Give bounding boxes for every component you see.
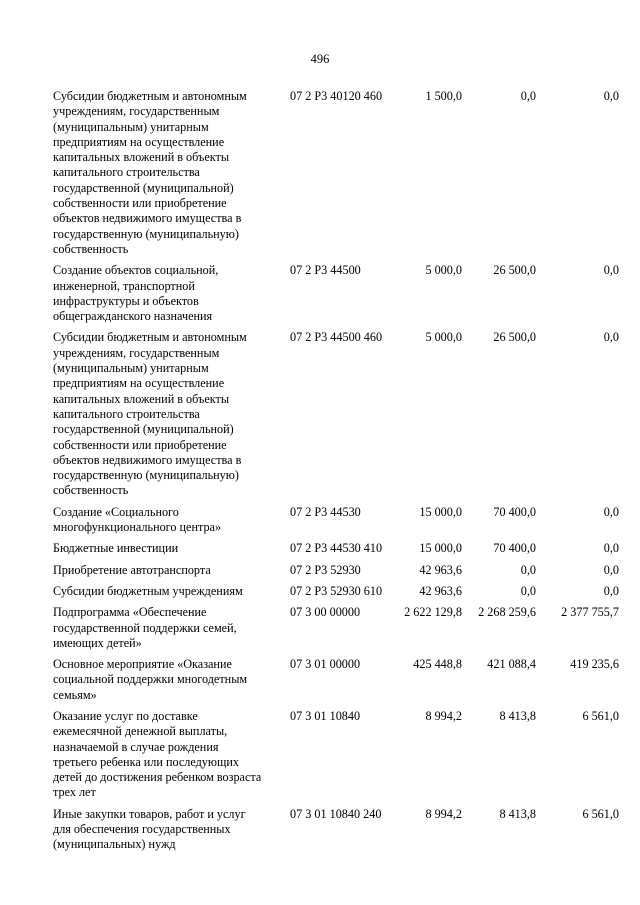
- row-code: 07 3 01 10840 240: [290, 806, 382, 821]
- page-number: 496: [310, 52, 330, 66]
- table-row: [53, 605, 623, 651]
- row-value-3: 6 561,0: [582, 708, 619, 723]
- row-value-1: 42 963,6: [419, 583, 462, 598]
- row-name: Оказание услуг по доставке ежемесячной денежной выплаты, назначаемой в случае рождения третьего ребенка или последующих детей до достижения ребенком возраста трех лет: [53, 708, 262, 800]
- row-value-3: 0,0: [603, 583, 619, 598]
- row-value-3: 2 377 755,7: [561, 605, 619, 620]
- row-value-1: 8 994,2: [425, 806, 462, 821]
- row-code: 07 2 P3 52930 610: [290, 583, 383, 598]
- row-value-3: 419 235,6: [570, 657, 619, 672]
- row-name: Основное мероприятие «Оказание социальной поддержки многодетным семьям»: [53, 657, 248, 702]
- row-value-3: 0,0: [603, 562, 619, 577]
- row-value-2: 26 500,0: [493, 330, 536, 345]
- row-value-1: 42 963,6: [419, 562, 462, 577]
- row-name: Бюджетные инвестиции: [53, 541, 179, 556]
- row-value-1: 2 622 129,8: [404, 605, 462, 620]
- row-value-2: 8 413,8: [499, 806, 536, 821]
- table-row: [53, 505, 623, 536]
- row-name: Создание «Социального многофункционального центра»: [53, 504, 222, 535]
- row-value-3: 0,0: [603, 263, 619, 278]
- row-value-1: 5 000,0: [425, 330, 462, 345]
- row-value-3: 0,0: [603, 89, 619, 103]
- row-value-2: 8 413,8: [499, 708, 536, 723]
- row-code: 07 2 P3 44500 460: [290, 330, 383, 345]
- table-row: [53, 584, 623, 599]
- row-code: 07 3 01 00000: [290, 657, 361, 672]
- row-name: Подпрограмма «Обеспечение государственной поддержки семей, имеющих детей»: [53, 605, 237, 650]
- row-code: 07 3 00 00000: [290, 605, 361, 620]
- row-value-2: 70 400,0: [493, 541, 536, 556]
- row-name: Субсидии бюджетным и автономным учреждениям, государственным (муниципальным) унитарным предприятиям на осуществление капитальных вложений в объекты капитального строительства государственной (муниципальной) собственности или приобретение объектов недвижимого имущества в государственную (муниципальную) собственность: [53, 89, 247, 256]
- row-name: Иные закупки товаров, работ и услуг для обеспечения государственных (муниципальных) нужд: [53, 806, 246, 852]
- table-row: [53, 541, 623, 556]
- row-code: 07 2 P3 44530: [290, 504, 361, 519]
- row-value-2: 70 400,0: [493, 504, 536, 519]
- row-value-2: 2 268 259,6: [478, 605, 536, 620]
- row-code: 07 2 P3 52930: [290, 562, 361, 577]
- row-name: Приобретение автотранспорта: [53, 562, 211, 577]
- row-value-1: 15 000,0: [419, 504, 462, 519]
- row-value-1: 1 500,0: [425, 89, 462, 103]
- table-row: [53, 709, 623, 801]
- table-row: [53, 657, 623, 703]
- row-value-1: 5 000,0: [425, 263, 462, 278]
- row-value-2: 26 500,0: [493, 263, 536, 278]
- row-code: 07 2 P3 44530 410: [290, 541, 383, 556]
- table-row: [53, 563, 623, 578]
- row-value-3: 0,0: [603, 330, 619, 345]
- row-value-2: 421 088,4: [487, 657, 536, 672]
- row-value-2: 0,0: [520, 562, 536, 577]
- row-value-3: 0,0: [603, 541, 619, 556]
- row-name: Субсидии бюджетным учреждениям: [53, 583, 243, 598]
- row-value-2: 0,0: [520, 89, 536, 103]
- budget-table: [53, 89, 623, 859]
- table-row: [53, 263, 623, 324]
- row-value-2: 0,0: [520, 583, 536, 598]
- table-row: [53, 807, 623, 853]
- table-row: [53, 89, 623, 257]
- row-name: Создание объектов социальной, инженерной, транспортной инфраструктуры и объектов общегражданского назначения: [53, 263, 219, 324]
- row-name: Субсидии бюджетным и автономным учреждениям, государственным (муниципальным) унитарным предприятиям на осуществление капитальных вложений в объекты капитального строительства государственной (муниципальной) собственности или приобретение объектов недвижимого имущества в государственную (муниципальную) собственность: [53, 330, 247, 498]
- row-value-3: 6 561,0: [582, 806, 619, 821]
- row-value-3: 0,0: [603, 504, 619, 519]
- row-value-1: 8 994,2: [425, 708, 462, 723]
- row-code: 07 2 P3 40120 460: [290, 89, 383, 103]
- row-code: 07 3 01 10840: [290, 708, 361, 723]
- row-value-1: 425 448,8: [413, 657, 462, 672]
- row-value-1: 15 000,0: [419, 541, 462, 556]
- row-code: 07 2 P3 44500: [290, 263, 361, 278]
- table-row: [53, 330, 623, 498]
